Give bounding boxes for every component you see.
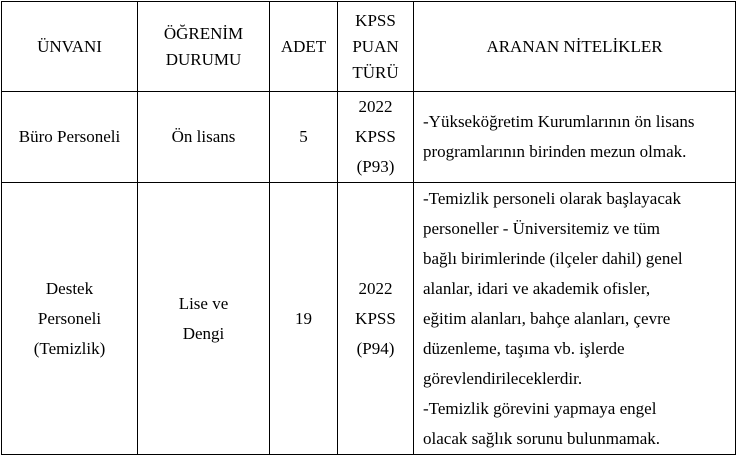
cell-line: (Temizlik) (33, 338, 106, 358)
cell-line: 2022 (358, 278, 393, 298)
cell-line: -Temizlik personeli olarak başlayacak (423, 188, 681, 208)
cell-unvan (2, 92, 138, 183)
cell-line: 2022 (358, 97, 393, 116)
header-row (2, 2, 736, 92)
header-kpss-line: TÜRÜ (352, 62, 399, 82)
cell-line: bağlı birimlerinde (ilçeler dahil) genel (423, 248, 683, 268)
cell-line: Dengi (182, 323, 225, 343)
cell-line: alanlar, idari ve akademik ofisler, (423, 278, 651, 298)
cell-line: Büro Personeli (18, 127, 121, 146)
cell-line: düzenleme, taşıma vb. işlerde (423, 338, 625, 358)
header-kpss-line: PUAN (352, 36, 399, 56)
positions-table (1, 1, 736, 455)
cell-nitelikler (414, 92, 736, 183)
header-kpss (338, 2, 414, 92)
cell-line: olacak sağlık sorunu bulunmamak. (423, 428, 661, 448)
cell-kpss (338, 183, 414, 455)
cell-unvan (2, 183, 138, 455)
cell-line: -Temizlik görevini yapmaya engel (423, 398, 657, 418)
cell-ogrenim (138, 183, 270, 455)
table-row (2, 183, 736, 455)
cell-adet: 19 (270, 183, 338, 455)
cell-line: -Yükseköğretim Kurumlarının ön lisans (423, 112, 695, 131)
cell-line: eğitim alanları, bahçe alanları, çevre (423, 308, 671, 328)
cell-line: Ön lisans (171, 127, 236, 146)
header-adet: ADET (270, 2, 338, 92)
cell-ogrenim (138, 92, 270, 183)
table-row (2, 92, 736, 183)
cell-line: görevlendirileceklerdir. (423, 368, 583, 388)
header-unvan: ÜNVANI (2, 2, 138, 92)
cell-adet: 5 (270, 92, 338, 183)
cell-line: personeller - Üniversitemiz ve tüm (423, 218, 660, 238)
header-ogrenim-line: DURUMU (165, 49, 242, 69)
cell-line: KPSS (355, 308, 396, 328)
header-ogrenim (138, 2, 270, 92)
cell-nitelikler (414, 183, 736, 455)
header-ogrenim-line: ÖĞRENİM (163, 23, 244, 43)
cell-line: (P93) (356, 157, 395, 176)
cell-line: programlarının birinden mezun olmak. (423, 142, 687, 161)
cell-line: KPSS (355, 127, 396, 146)
header-nitelikler: ARANAN NİTELİKLER (414, 2, 736, 92)
cell-line: (P94) (356, 338, 395, 358)
cell-line: Personeli (37, 308, 102, 328)
cell-line: Destek (45, 278, 94, 298)
header-kpss-line: KPSS (355, 10, 396, 30)
cell-line: Lise ve (178, 293, 229, 313)
cell-kpss (338, 92, 414, 183)
